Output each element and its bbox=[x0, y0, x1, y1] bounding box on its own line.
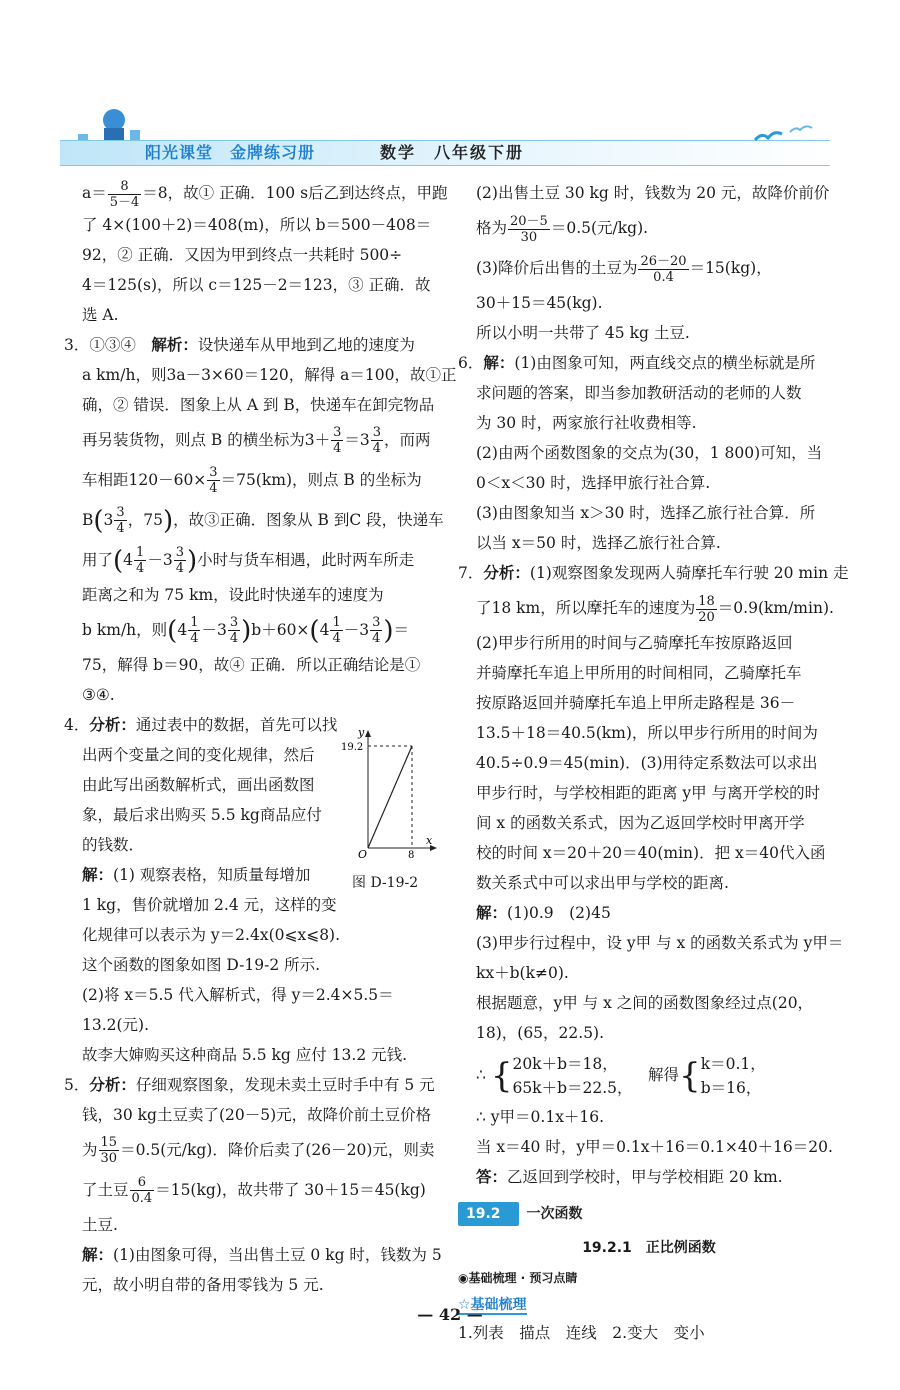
text-line: (3)由图象知当 x＞30 时，选择乙旅行社合算．所 bbox=[476, 504, 816, 522]
section-tag: ◉基础梳理 · 预习点睛 bbox=[458, 1271, 578, 1285]
section-heading bbox=[458, 1196, 840, 1231]
question-4: 4．分析：通过表中的数据，首先可以找 bbox=[64, 714, 338, 734]
text-line: 并骑摩托车追上甲所用的时间相同，乙骑摩托车 bbox=[476, 664, 802, 682]
text-line: 1 kg，售价就增加 2.4 元，这样的变 bbox=[82, 895, 337, 914]
text-line: 为 $\frac{15}{30}$ ＝0.5(元/kg)．降价后卖了(26－20)元，则卖 bbox=[82, 1135, 435, 1166]
text-line: a km/h，则3a－3×60＝120，解得 a＝100，故①正 bbox=[82, 365, 457, 384]
text-line: 车相距120－60× $\frac{3}{4}$ ＝75(km)，则点 B 的坐标为 bbox=[82, 465, 422, 496]
text-line: 格为 $\frac{20-5}{30}$ ＝0.5(元/kg). bbox=[476, 213, 649, 245]
text-line: 13.5＋18＝40.5(km)，所以甲步行所用的时间为 bbox=[476, 724, 818, 742]
text-line: 18)，(65，22.5). bbox=[476, 1024, 605, 1042]
answer-line: 1.列表 描点 连线 2.变大 变小 bbox=[458, 1324, 705, 1342]
text-line: 求问题的答案，即当参加教研活动的老师的人数 bbox=[476, 384, 802, 402]
birds-icon bbox=[750, 120, 820, 150]
text-line: 为 30 时，两家旅行社收费相等. bbox=[476, 414, 697, 432]
text-line: 选 A. bbox=[82, 305, 119, 324]
axis-y-label: y bbox=[358, 728, 365, 739]
text-line: 了 4×(100＋2)＝408(m)，所以 b＝500－408＝ bbox=[82, 215, 432, 234]
text-line: 解：(1)0.9 (2)45 bbox=[476, 903, 611, 922]
text-line: 出两个变量之间的变化规律，然后 bbox=[82, 745, 315, 764]
text-line: 土豆. bbox=[82, 1215, 118, 1234]
text-line: 75，解得 b＝90，故④ 正确．所以正确结论是① bbox=[82, 655, 421, 674]
question-3: 3．①③④ 解析：设快递车从甲地到乙地的速度为 bbox=[64, 334, 415, 354]
book-title: 阳光课堂 金牌练习册 bbox=[145, 143, 316, 162]
text-line: 象，最后求出购买 5.5 kg商品应付 bbox=[82, 805, 322, 824]
text-line: 钱，30 kg土豆卖了(20－5)元，故降价前土豆价格 bbox=[82, 1105, 432, 1124]
text-line: 当 x＝40 时，y甲＝0.1x＋16＝0.1×40＋16＝20. bbox=[476, 1138, 833, 1156]
text-line: 4＝125(s)，所以 c＝125－2＝123，③ 正确．故 bbox=[82, 275, 431, 294]
text-line: (2)甲步行所用的时间与乙骑摩托车按原路返回 bbox=[476, 634, 793, 652]
text-line: (2)出售土豆 30 kg 时，钱数为 20 元，故降价前价 bbox=[476, 184, 830, 202]
text-line: 这个函数的图象如图 D-19-2 所示. bbox=[82, 955, 321, 974]
text-line: (3)甲步行过程中，设 y甲 与 x 的函数关系式为 y甲＝ bbox=[476, 934, 844, 952]
text-line: 确，② 错误．图象上从 A 到 B，快递车在卸完物品 bbox=[82, 395, 435, 414]
text-line: 距离之和为 75 km，设此时快递车的速度为 bbox=[82, 585, 384, 604]
text-line: 甲步行时，与学校相距的距离 y甲 与离开学校的时 bbox=[476, 784, 821, 802]
origin-label: O bbox=[358, 848, 368, 858]
question-6: 6．解：(1)由图象可知，两直线交点的横坐标就是所 bbox=[458, 353, 816, 372]
question-7: 7．分析：(1)观察图象发现两人骑摩托车行驶 20 min 走 bbox=[458, 563, 849, 582]
basic-review-heading: ☆基础梳理 bbox=[458, 1297, 527, 1313]
text-line: B(3 $\frac{3}{4}$ ，75)，故③正确．图象从 B 到C 段，快递车 bbox=[82, 505, 444, 536]
text-line: 答：乙返回到学校时，甲与学校相距 20 km. bbox=[476, 1167, 783, 1186]
text-line: 按原路返回并骑摩托车追上甲所走路程是 36－ bbox=[476, 694, 796, 712]
text-line: 所以小明一共带了 45 kg 土豆. bbox=[476, 324, 690, 342]
text-line: 用了(4 $\frac{1}{4}$ －3 $\frac{3}{4}$ )小时与货车相遇，此时两车所走 bbox=[82, 545, 415, 576]
graph-d-19-2 bbox=[338, 728, 438, 858]
subject-grade: 数学 八年级下册 bbox=[380, 143, 525, 162]
text-line: 了土豆 $\frac{6}{0.4}$ ＝15(kg)，故共带了 30＋15＝45(kg) bbox=[82, 1175, 426, 1206]
text-line: 解：(1)由图象可得，当出售土豆 0 kg 时，钱数为 5 bbox=[82, 1244, 442, 1264]
text-line: 以当 x＝50 时，选择乙旅行社合算. bbox=[476, 534, 721, 552]
text-line: 了18 km，所以摩托车的速度为 $\frac{18}{20}$ ＝0.9(km/min). bbox=[476, 593, 834, 625]
text-line: ∴ y甲＝0.1x＋16. bbox=[476, 1108, 605, 1126]
text-line: 校的时间 x＝20＋20＝40(min)．把 x＝40代入函 bbox=[476, 844, 826, 862]
text-line: b km/h，则(4 $\frac{1}{4}$ －3 $\frac{3}{4}$ )b＋60×(4 $\frac{1}{4}$ －3 $\frac{3}{4}$ )＝ bbox=[82, 615, 410, 646]
x-tick-label: 8 bbox=[408, 850, 415, 858]
text-line: 根据题意，y甲 与 x 之间的函数图象经过点(20， bbox=[476, 994, 814, 1012]
text-line: 化规律可以表示为 y＝2.4x(0⩽x⩽8). bbox=[82, 925, 341, 944]
section-number: 19.2 bbox=[458, 1202, 519, 1226]
text-line: 元，故小明自带的备用零钱为 5 元. bbox=[82, 1275, 324, 1294]
figure-caption: 图 D-19-2 bbox=[352, 875, 419, 891]
axis-x-label: x bbox=[426, 834, 433, 847]
right-column bbox=[458, 178, 849, 1348]
text-line: 40.5÷0.9＝45(min)．(3)用待定系数法可以求出 bbox=[476, 754, 818, 772]
subsection-title: 19.2.1 正比例函数 bbox=[582, 1240, 716, 1256]
equation-system: ∴ {20k＋b＝18， 65k＋b＝22.5， 解得{k＝0.1， b＝16， bbox=[476, 1055, 766, 1097]
text-line: a＝ $\frac{8}{5-4}$ ＝8，故① 正确．100 s后乙到达终点，甲跑 bbox=[82, 178, 448, 210]
text-line: 由此写出函数解析式，画出函数图 bbox=[82, 775, 315, 794]
section-title: 一次函数 bbox=[526, 1206, 583, 1222]
page-header bbox=[60, 100, 830, 170]
text-line: 解：(1) 观察表格，知质量每增加 bbox=[82, 864, 311, 884]
text-line: (2)由两个函数图象的交点为(30，1 800)可知，当 bbox=[476, 444, 823, 462]
text-line: ③④. bbox=[82, 685, 115, 704]
text-line: 间 x 的函数关系式，因为乙返回学校时甲离开学 bbox=[476, 814, 805, 832]
y-tick-label: 19.2 bbox=[341, 742, 364, 753]
question-5: 5．分析：仔细观察图象，发现未卖土豆时手中有 5 元 bbox=[64, 1074, 435, 1094]
text-line: 30＋15＝45(kg). bbox=[476, 294, 603, 312]
text-line: (2)将 x＝5.5 代入解析式，得 y＝2.4×5.5＝ bbox=[82, 985, 394, 1004]
text-line: 故李大婶购买这种商品 5.5 kg 应付 13.2 元钱. bbox=[82, 1045, 408, 1064]
text-line: 13.2(元). bbox=[82, 1015, 150, 1034]
text-line: 数关系式中可以求出甲与学校的距离. bbox=[476, 874, 729, 892]
text-line: 再另装货物，则点 B 的横坐标为3＋ $\frac{3}{4}$ ＝3 $\frac{3}{4}$ ，而两 bbox=[82, 425, 431, 456]
text-line: 0＜x＜30 时，选择甲旅行社合算. bbox=[476, 474, 711, 492]
page-number: — 42 — bbox=[417, 1305, 483, 1324]
text-line: 92，② 正确．又因为甲到终点一共耗时 500÷ bbox=[82, 245, 403, 264]
text-line: kx＋b(k≠0). bbox=[476, 964, 569, 982]
text-line: 的钱数． bbox=[82, 835, 145, 854]
text-line: (3)降价后出售的土豆为 $\frac{26-20}{0.4}$ ＝15(kg)， bbox=[476, 253, 772, 285]
